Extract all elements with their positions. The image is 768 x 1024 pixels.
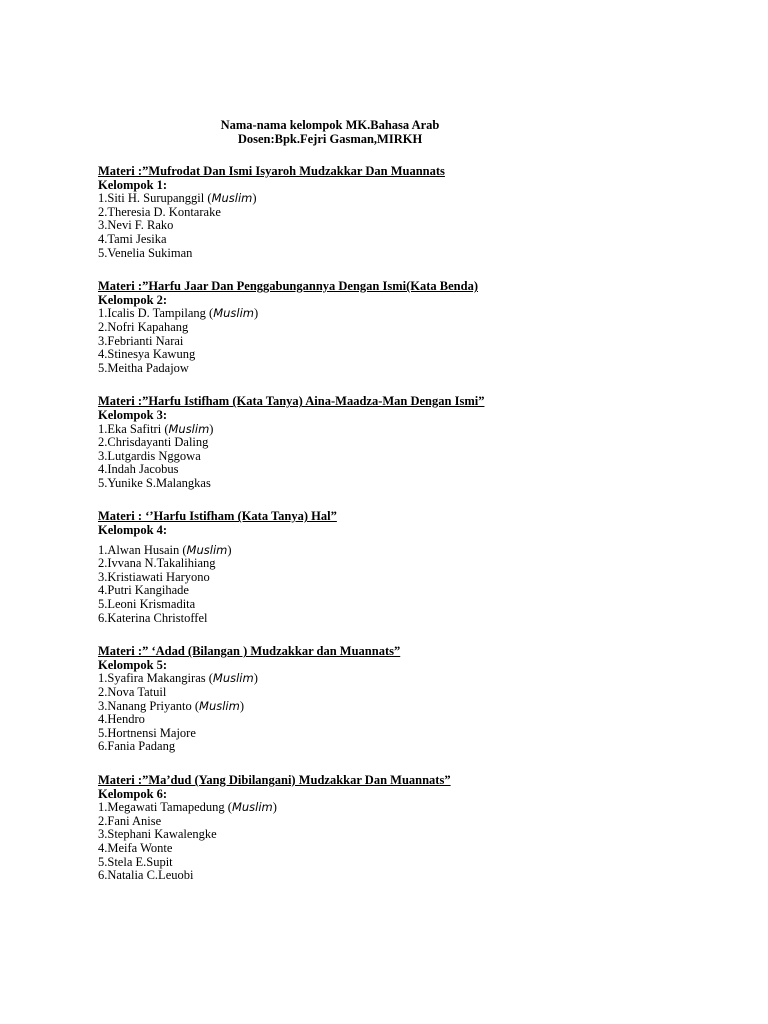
member-name: 6.Natalia C.Leuobi	[98, 868, 194, 883]
member-name: 2.Fani Anise	[98, 813, 162, 828]
member-name: 5.Yunike S.Malangkas	[98, 475, 211, 490]
materi-heading: Materi :”Mufrodat Dan Ismi Isyaroh Mudzakkar Dan Muannats	[98, 164, 445, 178]
member-item	[98, 713, 698, 727]
member-note: Muslim	[213, 306, 254, 321]
member-name: 3.Nevi F. Rako	[98, 218, 174, 233]
member-name: 3.Nanang Priyanto	[98, 698, 192, 713]
member-name: 6.Fania Padang	[98, 739, 176, 754]
member-item: 1.Alwan Husain (Muslim)	[98, 542, 232, 557]
member-name: 5.Hortnensi Majore	[98, 725, 196, 740]
member-name: 2.Ivvana N.Takalihiang	[98, 556, 216, 571]
member-note: Muslim	[168, 421, 210, 436]
member-name: 1.Syafira Makangiras	[98, 671, 206, 686]
group-section	[98, 280, 698, 375]
member-name: 1.Siti H. Surupanggil	[98, 191, 205, 206]
kelompok-label: Kelompok 6:	[98, 786, 168, 801]
member-name: 5.Venelia Sukiman	[98, 245, 193, 260]
member-name: 4.Meifa Wonte	[98, 840, 173, 855]
group-section	[98, 510, 698, 625]
member-item	[98, 842, 698, 856]
member-name: 2.Nova Tatuil	[98, 685, 167, 699]
lecturer-line: Dosen:Bpk.Fejri Gasman,MIRKH	[237, 132, 423, 146]
member-item	[98, 856, 698, 870]
group-section	[98, 645, 698, 754]
member-name: 3.Kristiawati Haryono	[98, 569, 210, 584]
member-note: Muslim	[212, 671, 254, 686]
member-list	[98, 192, 698, 260]
member-note: Muslim	[231, 800, 273, 815]
kelompok-label: Kelompok 3:	[98, 407, 168, 422]
member-name: 5.Meitha Padajow	[98, 360, 189, 375]
group-list	[98, 165, 698, 883]
member-item: 1.Eka Safitri (Muslim)	[98, 421, 214, 436]
member-name: 5.Leoni Krismadita	[98, 597, 196, 612]
group-section	[98, 774, 698, 883]
member-item	[98, 335, 698, 349]
member-item	[98, 321, 698, 335]
member-item	[98, 598, 698, 612]
member-note: Muslim	[211, 191, 253, 206]
materi-heading: Materi :”Harfu Jaar Dan Penggabungannya Dengan Ismi(Kata Benda)	[98, 279, 478, 294]
member-item	[98, 612, 698, 626]
member-item	[98, 348, 698, 362]
member-name: 6.Katerina Christoffel	[98, 610, 208, 625]
member-item	[98, 362, 698, 376]
member-list	[98, 307, 698, 375]
member-item	[98, 815, 698, 829]
member-note: Muslim	[186, 542, 228, 557]
member-name: 1.Icalis D. Tampilang	[98, 306, 206, 321]
member-name: 3.Febrianti Narai	[98, 333, 184, 348]
member-item: 1.Syafira Makangiras (Muslim)	[98, 671, 258, 686]
member-name: 1.Alwan Husain	[98, 542, 180, 557]
document-title: Nama-nama kelompok MK.Bahasa Arab	[220, 118, 440, 132]
document-header	[0, 118, 660, 146]
member-list	[98, 544, 698, 626]
member-item	[98, 463, 698, 477]
kelompok-label: Kelompok 2:	[98, 292, 168, 307]
kelompok-label: Kelompok 4:	[98, 523, 168, 538]
member-item	[98, 477, 698, 491]
member-item	[98, 436, 698, 450]
group-section	[98, 165, 698, 260]
member-item	[98, 233, 698, 247]
member-name: 4.Hendro	[98, 712, 145, 727]
materi-heading: Materi : ‘’Harfu Istifham (Kata Tanya) Hal”	[98, 509, 337, 524]
member-list	[98, 423, 698, 491]
member-name: 2.Nofri Kapahang	[98, 319, 189, 334]
member-name: 4.Putri Kangihade	[98, 583, 189, 598]
member-item: 1.Icalis D. Tampilang (Muslim)	[98, 306, 259, 321]
member-name: 3.Stephani Kawalengke	[98, 827, 217, 842]
materi-heading: Materi :” ‘Adad (Bilangan ) Mudzakkar dan Muannats”	[98, 644, 401, 659]
member-item: 1.Megawati Tamapedung (Muslim)	[98, 800, 277, 815]
materi-heading: Materi :”Ma’dud (Yang Dibilangani) Mudzakkar Dan Muannats”	[98, 772, 451, 787]
member-item	[98, 727, 698, 741]
member-item	[98, 247, 698, 261]
member-item	[98, 557, 698, 571]
member-name: 4.Tami Jesika	[98, 231, 167, 246]
member-name: 1.Eka Safitri	[98, 421, 162, 436]
member-list	[98, 672, 698, 754]
member-name: 5.Stela E.Supit	[98, 854, 173, 869]
member-item: 1.Siti H. Surupanggil (Muslim)	[98, 191, 257, 206]
kelompok-label: Kelompok 5:	[98, 657, 168, 672]
member-name: 2.Chrisdayanti Daling	[98, 435, 209, 450]
member-item: 3.Nanang Priyanto (Muslim)	[98, 698, 244, 713]
materi-heading: Materi :”Harfu Istifham (Kata Tanya) Aina-Maadza-Man Dengan Ismi”	[98, 394, 485, 409]
member-name: 2.Theresia D. Kontarake	[98, 204, 221, 219]
member-list	[98, 801, 698, 883]
member-item	[98, 571, 698, 585]
member-item	[98, 206, 698, 220]
member-item	[98, 869, 698, 883]
member-name: 4.Stinesya Kawung	[98, 347, 196, 362]
member-name: 4.Indah Jacobus	[98, 462, 179, 477]
member-note: Muslim	[199, 698, 240, 713]
member-item	[98, 740, 698, 754]
member-name: 1.Megawati Tamapedung	[98, 800, 225, 815]
kelompok-label: Kelompok 1:	[98, 177, 168, 192]
group-section	[98, 395, 698, 490]
member-item	[98, 584, 698, 598]
member-item	[98, 450, 698, 464]
member-item	[98, 219, 698, 233]
member-item	[98, 828, 698, 842]
member-item	[98, 686, 698, 700]
member-name: 3.Lutgardis Nggowa	[98, 448, 201, 463]
